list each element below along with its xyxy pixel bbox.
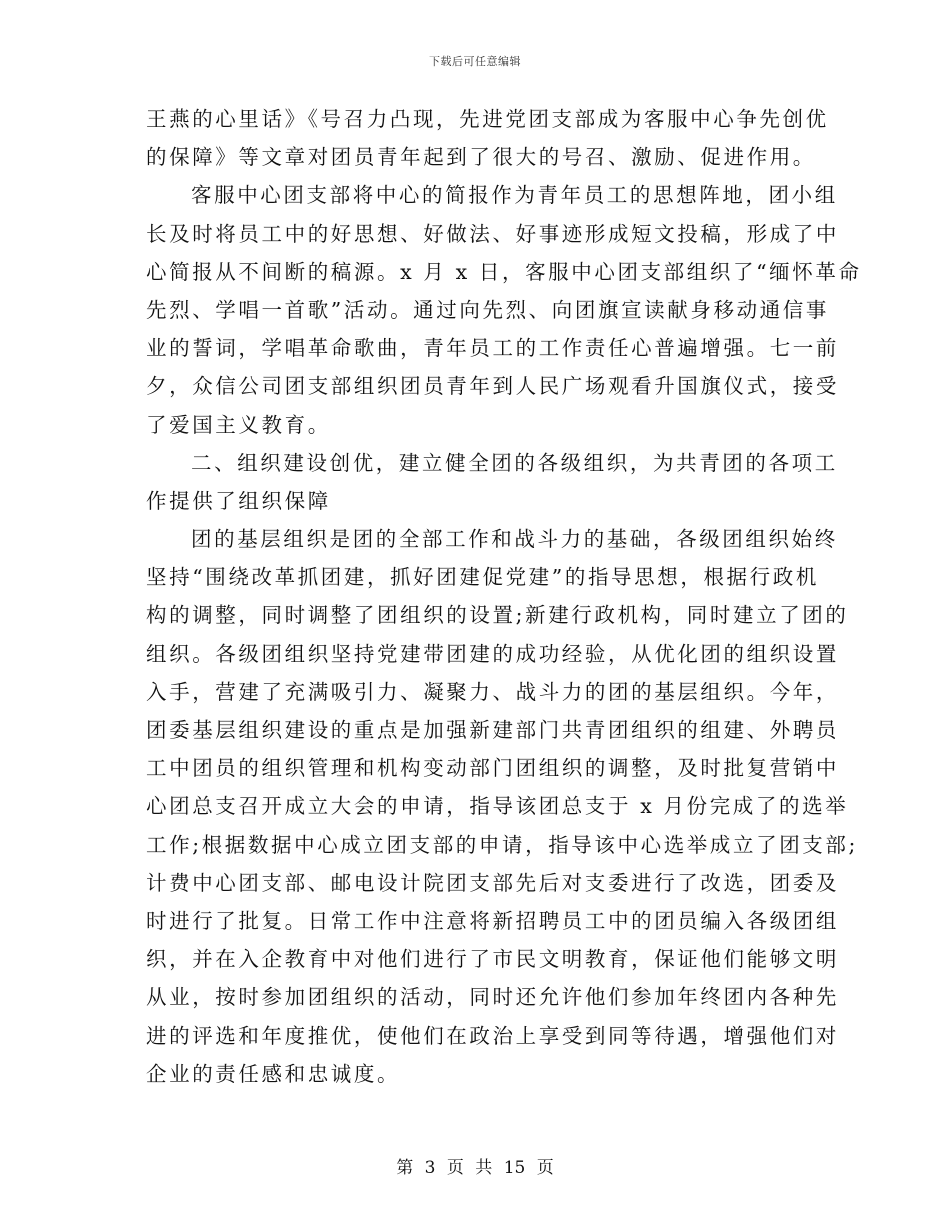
section-heading-line: 作提供了组织保障	[146, 488, 331, 513]
text-line: 企业的责任感和忠诚度。	[146, 1061, 401, 1086]
page-footer: 第 3 页 共 15 页	[396, 1158, 554, 1178]
text-line: 心团总支召开成立大会的申请，指导该团总支于 x 月份完成了的选举	[146, 794, 849, 819]
page-header: 下载后可任意编辑	[429, 55, 521, 68]
text-line: 计费中心团支部、邮电设计院团支部先后对支委进行了改选，团委及	[146, 870, 839, 895]
paragraph-start-line: 团的基层组织是团的全部工作和战斗力的基础，各级团组织始终	[191, 527, 838, 552]
text-line: 工作;根据数据中心成立团支部的申请，指导该中心选举成立了团支部;	[146, 832, 859, 857]
section-heading-line: 二、组织建设创优，建立健全团的各级组织，为共青团的各项工	[191, 450, 838, 475]
paragraph-start-line: 客服中心团支部将中心的简报作为青年员工的思想阵地，团小组	[191, 183, 838, 208]
text-line: 工中团员的组织管理和机构变动部门团组织的调整，及时批复营销中	[146, 756, 839, 781]
text-line: 业的誓词，学唱革命歌曲，青年员工的工作责任心普遍增强。七一前	[146, 336, 839, 361]
text-line: 夕，众信公司团支部组织团员青年到人民广场观看升国旗仪式，接受	[146, 374, 839, 399]
text-line: 先烈、学唱一首歌”活动。通过向先烈、向团旗宣读献身移动通信事	[146, 297, 829, 322]
text-line: 心简报从不间断的稿源。x 月 x 日，客服中心团支部组织了“缅怀革命	[146, 259, 862, 284]
text-line: 时进行了批复。日常工作中注意将新招聘员工中的团员编入各级团组	[146, 908, 839, 933]
text-line: 坚持“围绕改革抓团建，抓好团建促党建”的指导思想，根据行政机	[146, 565, 819, 590]
text-line: 王燕的心里话》《号召力凸现，先进党团支部成为客服中心争先创优	[146, 107, 829, 131]
text-line: 的保障》等文章对团员青年起到了很大的号召、激励、促进作用。	[146, 145, 816, 170]
text-line: 团委基层组织建设的重点是加强新建部门共青团组织的组建、外聘员	[146, 718, 839, 742]
text-line: 长及时将员工中的好思想、好做法、好事迹形成短文投稿，形成了中	[146, 221, 839, 246]
text-line: 入手，营建了充满吸引力、凝聚力、战斗力的团的基层组织。今年，	[146, 679, 839, 704]
body-text	[146, 100, 862, 1093]
text-line: 进的评选和年度推优，使他们在政治上享受到同等待遇，增强他们对	[146, 1023, 839, 1048]
text-line: 了爱国主义教育。	[146, 412, 331, 437]
text-line: 从业，按时参加团组织的活动，同时还允许他们参加年终团内各种先	[146, 985, 839, 1010]
text-line: 织，并在入企教育中对他们进行了市民文明教育，保证他们能够文明	[146, 947, 839, 972]
text-line: 构的调整，同时调整了团组织的设置;新建行政机构，同时建立了团的	[146, 603, 849, 628]
text-line: 组织。各级团组织坚持党建带团建的成功经验，从优化团的组织设置	[146, 641, 839, 666]
